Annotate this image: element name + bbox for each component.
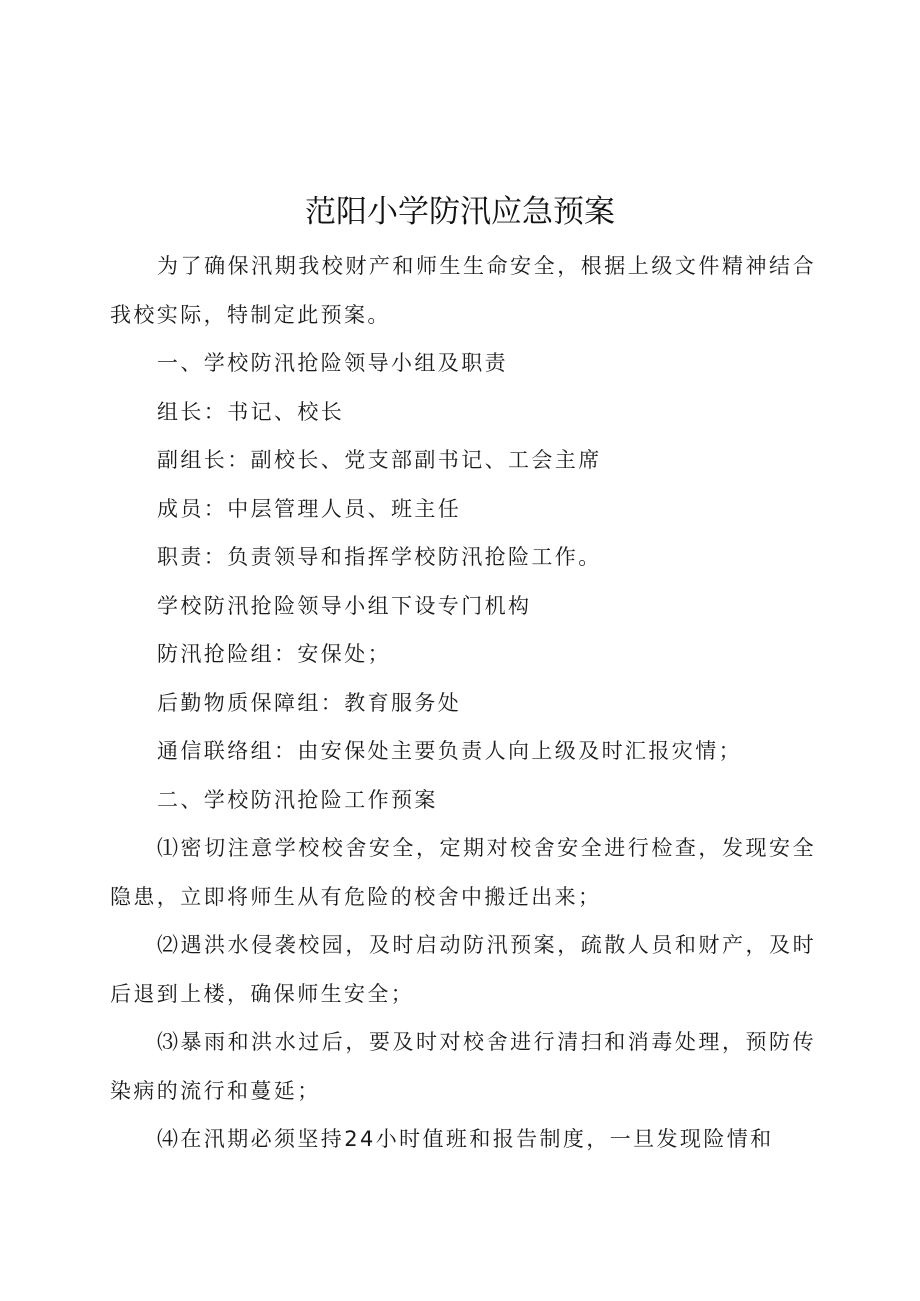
sub-organization-line: 学校防汛抢险领导小组下设专门机构 bbox=[157, 593, 532, 618]
document-body bbox=[110, 242, 816, 1164]
plan-item-1: ⑴密切注意学校校舍安全，定期对校舍安全进行检查，发现安全隐患，立即将师生从有危险的校舍中搬迁出来； bbox=[110, 836, 816, 909]
plan-item-2: ⑵遇洪水侵袭校园，及时启动防汛预案，疏散人员和财产，及时后退到上楼，确保师生安全； bbox=[110, 933, 816, 1006]
logistics-group-line: 后勤物质保障组：教育服务处 bbox=[157, 690, 462, 715]
communication-group-line: 通信联络组：由安保处主要负责人向上级及时汇报灾情； bbox=[157, 739, 742, 763]
duties-line: 职责：负责领导和指挥学校防汛抢险工作。 bbox=[157, 545, 602, 569]
leader-line: 组长：书记、校长 bbox=[157, 399, 345, 424]
plan-item-3: ⑶暴雨和洪水过后，要及时对校舍进行清扫和消毒处理，预防传染病的流行和蔓延； bbox=[110, 1030, 816, 1103]
section-heading-plan: 二、学校防汛抢险工作预案 bbox=[157, 787, 438, 812]
section-heading-leadership: 一、学校防汛抢险领导小组及职责 bbox=[157, 351, 508, 375]
document-title: 范阳小学防汛应急预案 bbox=[305, 194, 615, 230]
rescue-group-line: 防汛抢险组：安保处； bbox=[157, 642, 391, 666]
intro-paragraph: 为了确保汛期我校财产和师生生命安全，根据上级文件精神结合我校实际，特制定此预案。 bbox=[110, 254, 816, 327]
members-line: 成员：中层管理人员、班主任 bbox=[157, 496, 462, 521]
plan-item-4: ⑷在汛期必须坚持24小时值班和报告制度，一旦发现险情和 bbox=[157, 1127, 774, 1151]
deputy-leader-line: 副组长：副校长、党支部副书记、工会主席 bbox=[157, 448, 602, 472]
